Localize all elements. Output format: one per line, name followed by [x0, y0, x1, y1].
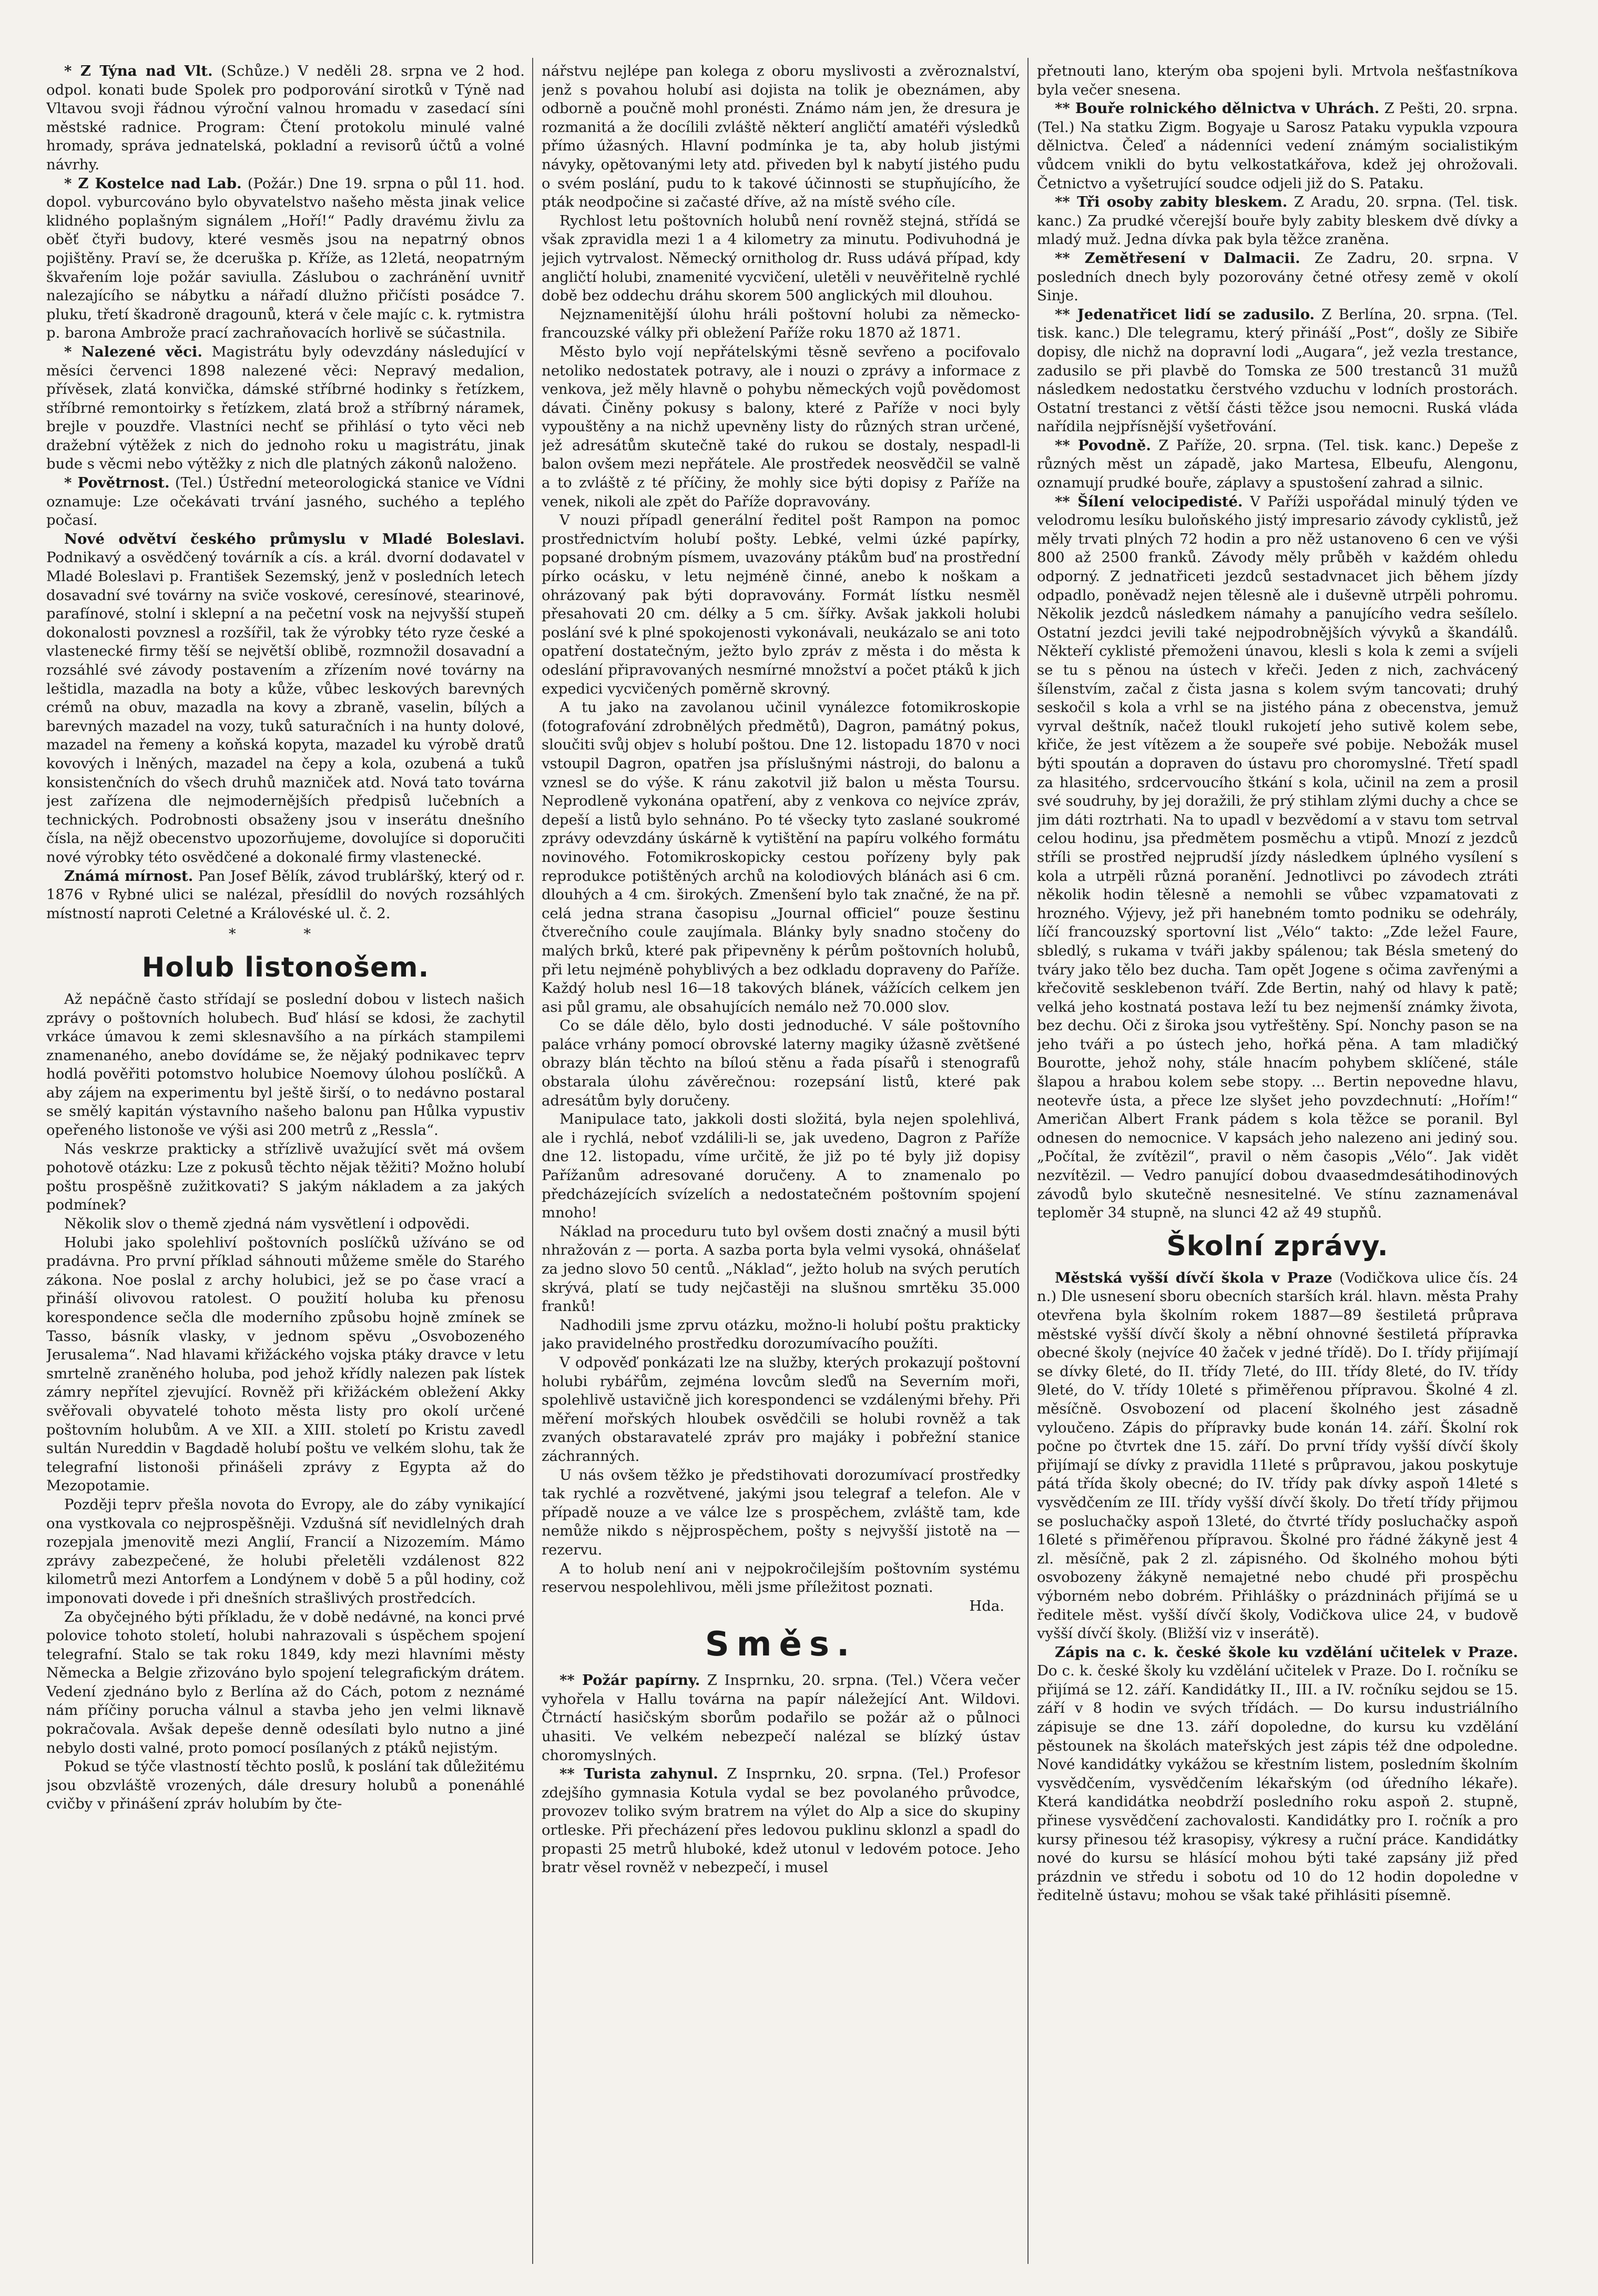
article-paragraph: nářstvu nejlépe pan kolega z oboru myslivosti a zvěroznalství, jenž s povahou holubí asi dojista na tolik je obeznámen, aby odborně a poučně mohl pronésti. Známo nám jen, že dresura je rozmanitá a že docílili zvláště některí angličtí amatéři výsledků přímo úžasných. Hlavní podmínka je ta, aby holub jistými návyky, opětovanými lety atd. přiveden byl k nabytí jistého pudu o svém poslání, pudu to k takové účinnosti se stupňujícího, že pták neodpočine si začasté dříve, až na místě svého cíle. [542, 63, 1020, 211]
column-middle [542, 62, 1020, 2260]
article-signature: Hda. [969, 1597, 1004, 1614]
article-paragraph: Holubi jako spolehliví poštovních poslíčků užíváno se od pradávna. Pro první příklad sáhnouti můžeme směle do Starého zákona. Noe poslal z archy holubici, jež se po čase vrací a přináší olivovou ratolest. O použití holuba ku přenosu korespondence sečla dle moderního způsobu hojně zmínek se Tasso, básník vlasky, v jednom spěvu „Osvobozeného Jerusalema“. Nad hlavami křižáckého vojska ptáky dravce v letu smrtelně zraněného holuba, pod jehož křídly nalezen pak lístek zámry nepřítel zjevující. Rovněž při křižáckém obležení Akky svěřovali obyvatelé tohoto města listy pro okolí určené poštovním holubům. A ve XII. a XIII. století po Kristu zavedl sultán Nureddin v Bagdadě holubí poštu ve velkém slohu, tak že telegrafní listonoši přinášeli zprávy z Egypta až do Mezopotamie. [46, 1234, 525, 1495]
news-item [46, 175, 525, 343]
news-item [46, 62, 525, 175]
news-heading: Nové odvětví českého průmyslu v Mladé Boleslavi. [64, 530, 525, 547]
news-body: (Vodičkova ulice čís. 24 n.) Dle usnesení sboru obecních starších král. hlavn. města Prahy otevřena byla školním rokem 1887—89 šestiletá průprava městské vyšší dívčí školy a něbní ohnovné šestiletá přípravka obecné školy (nejvíce 40 žaček v jedné třídě). Do I. třídy přijímají se dívky 6leté, do II. třídy 7leté, do III. třídy 8leté, do IV. třídy 9leté, do V. třídy 10leté s přiměřenou přípravou. Školné 4 zl. měsíčně. Osvobození od placení školného jest zásadně vyloučeno. Zápis do přípravky bude konán 14. září. Školní rok počne po čtvrtek dne 15. září. Do první třídy vyšší dívčí školy přijímají se dívky z pravidla 11leté s průpravou, jakou poskytuje pátá třída školy obecné; do IV. třídy pak dívky aspoň 14leté s vysvědčením ze III. třídy vyšší dívčí školy. Do třetí třídy přijmou se posluchačky aspoň 13leté, do čtvrté třídy posluchačky aspoň 16leté s přiměřenou přípravou. Školné pro řádné žákyně jest 4 zl. měsíčně, pak 2 zl. zápisného. Od školného mohou býti osvobozeny žákyně nemajetné nebo chudé při prospěchu výborném nebo dobrém. Přihlášky o prázdninách přijímá se u ředitele měst. vyšší dívčí školy, Vodičkova ulice 24, v budově vyšší dívčí školy. (Bližší viz v inserátě). [1037, 1269, 1518, 1642]
column-rule [532, 58, 533, 2264]
news-heading: ** Zemětřesení v Dalmacii. [1055, 249, 1300, 267]
news-item [1037, 193, 1518, 249]
article-paragraph: Nejznamenitější úlohu hráli poštovní holubi za německo-francouzské války při obležení Paříže roku 1870 až 1871. [542, 306, 1020, 342]
article-paragraph: Co se dále dělo, bylo dosti jednoduché. V sále poštovního paláce vrhány pomocí obrovské laterny magiky úžasně zvětšené obrazy blán těchto na bíloú stěnu a řada písařů i stenografů obstarala úlohu závěrečnou: rozepsání listů, které pak adresátům byly doručeny. [542, 1017, 1020, 1109]
news-body: (Schůze.) V neděli 28. srpna ve 2 hod. odpol. konati bude Spolek pro podporování sirotků v Týně nad Vltavou svoji řádnou výroční valnou hromadu v zasedací síni městské radnice. Program: Čtení protokolu minulé valné hromady, správa jednatelská, pokladní a revisorů účtů a volné návrhy. [46, 63, 525, 173]
news-body: Z Paříže, 20. srpna. (Tel. tisk. kanc.) Depeše z různých měst un západě, jako Martesa, Elbeufu, Alengonu, oznamují prudké bouře, záplavy a spustošení zahrad a silnic. [1037, 436, 1518, 492]
news-item [1037, 99, 1518, 193]
news-heading: * Povětrnost. [64, 474, 170, 492]
news-body: Pan Josef Bělík, závod trubláršký, který od r. 1876 v Rybné ulici se nalézal, přesídlil do nových rozsáhlých místností naproti Celetné a Královéské ul. č. 2. [46, 867, 525, 922]
news-body: Magistrátu byly odevzdány následující v měsíci červenci 1898 nalezené věci: Nepravý medalion, přívěsek, zlatá konvička, dámské stříbrné hodinky s řetízkem, stříbrné remontoirky s řetízkem, zlatá brož a stříbrný náramek, brejle v pouzdře. Vlastníci nechť se přihlásí o tyto věci neb dražební výtěžek z nich do jednoho roku u magistrátu, jinak bude s věcmi nebo výtěžky z nich dle platných zákonů naloženo. [46, 343, 525, 473]
column-left [46, 62, 525, 2260]
article-paragraph: A tu jako na zavolanou učinil vynálezce fotomikroskopie (fotografování zdrobnělých předmětů), Dagron, památný pokus, sloučiti svůj objev s holubí poštou. Dne 12. listopadu 1870 v noci vstoupil Dagron, opatřen jsa příslušnými nástroji, do balonu a vznesl se do výše. K ránu zakotvil již balon u města Toursu. Neprodleně vykonána opatření, aby z venkova co nejvíce zpráv, depeší a listů bylo sehnáno. Po té všecky tyto zaslané soukromé zprávy odevzdány úskárně k vytištění na papíru volkého formátu novinového. Fotomikroskopicky cestou pořízeny byly pak reprodukce potištěných archů na kolodiových blánách asi 6 cm. dlouhých a 4 cm. širokých. Zmenšení bylo tak značné, že na př. celá jedna strana časopisu „Journal officiel“ pouze šestinu čtverečního coule zaujímala. Blánky byly snadno stočeny do malých brků, které pak připevněny k pérům poštovních holubů, při letu nejméně pohyblivých a bez odkladu dopraveny do Paříže. Každý holub nesl 16—18 takových blánek, vážících celkem jen asi půl gramu, ale obsahujících nemálo než 70.000 slov. [542, 699, 1020, 1015]
news-heading: * Nalezené věci. [64, 343, 202, 360]
news-heading: ** Tři osoby zabity bleskem. [1055, 194, 1288, 211]
news-item [1037, 1643, 1518, 1905]
section-separator: * * [228, 926, 343, 943]
news-body: Z Aradu, 20. srpna. (Tel. tisk. kanc.) Za prudké včerejší bouře byly zabity bleskem dvě dívky a mladý muž. Jedna dívka pak byla těžce zraněna. [1037, 194, 1518, 248]
article-paragraph: Později teprv přešla novota do Evropy, ale do záby vynikající ona vystkovala co nejprospěšněji. Vzdušná síť nevidlelných drah rozepjala jmenovitě mezi Anglií, Francií a Nizozemím. Mámo zprávy zabezpečené, že holubi přeletěli vzdálenost 822 kilometrů mezi Antorfem a Londýnem v době 5 a půl hodiny, což imponovati dovede i při dnešních strašlivých prostředcích. [46, 1496, 525, 1607]
section-title-school: Školní zprávy. [1166, 1230, 1389, 1262]
news-body: Ze Zadru, 20. srpna. V posledních dnech byly pozorovány četné otřesy země v okolí Sinje. [1037, 249, 1518, 304]
article-paragraph: V nouzi případl generální ředitel pošt Rampon na pomoc prostřednictvím holubí pošty. Lebké, velmi úzké papírky, popsané drobným písmem, uvazovány ptákům buď na prostřední pírko ocásku, v letu nejméně činné, anebo k noškam a ohrázovaný pak býti dopravovány. Formát lístku nesměl přesahovati 20 cm. délky a 5 cm. šířky. Avšak jakkoli holubi poslání své k plné spokojenosti vykonávali, neukázalo se ani toto opatření dostatečným, ježto bylo zpráv z města i do města k odeslání připravovaných nesmírné množství a počet ptáků k jich expedici vycvičených poměrně skrovný. [542, 512, 1020, 697]
news-heading: * Z Kostelce nad Lab. [64, 175, 242, 192]
article-paragraph: Rychlost letu poštovních holubů není rovněž stejná, střídá se však zpravidla mezi 1 a 4 kilometry za minutu. Podivuhodná je jejich vytrvalost. Německý ornitholog dr. Russ udává případ, kdy angličtí holubi, znamenité vycvičení, uletěli v neuvěřitelně rychlé době bez oddechu dráhu skorem 500 anglických mil dlouhou. [542, 212, 1020, 304]
article-paragraph: Nás veskrze prakticky a střízlivě uvažující svět má ovšem pohotově otázku: Lze z pokusů těchto nějak těžiti? Možno holubí poštu prospěšně zužitkovati? S jakým nákladem a za jakých podmínek? [46, 1140, 525, 1214]
news-heading: * Z Týna nad Vlt. [64, 63, 213, 79]
news-body: Z Insprnku, 20. srpna. (Tel.) Profesor zdejšího gymnasia Kotula vydal se bez povolaného průvodce, provozev toliko svým bratrem na výlet do Alp a sice do skupiny ortleske. Při přecházení přes ledovou puklinu sklonzl a spadl do propasti 25 metrů hluboké, kdež utonul v ledovém potoce. Jeho bratr věsel rovněž v nebezpečí, i musel [542, 1765, 1020, 1876]
news-item [542, 1765, 1020, 1877]
article-holub-part1 [46, 990, 525, 1814]
news-heading: ** Požár papírny. [559, 1672, 700, 1689]
article-paragraph: Náklad na proceduru tuto byl ovšem dosti značný a musil býti nhražován z — porta. A sazba porta byla velmi vysoká, ohnášelať za jedno slovo 50 centů. „Náklad“, ježto holub na svých perutích skrývá, platí se tudy nejčastěji na slušnou smrtěku 35.000 franků! [542, 1223, 1020, 1315]
news-body: přetnouti lano, kterým oba spojeni byli. Mrtvola nešťastníkova byla večer snesena. [1037, 63, 1518, 98]
article-paragraph: U nás ovšem těžko je předstihovati dorozumívací prostředky tak rychlé a rozvětvené, jakými jsou telegraf a telefon. Ale v případě nouze a ve válce lze s prospěchem, zvláště tam, kde nemůže nikdo s nějprospěchem, pošty s nejvyšší jistotě na — rezervu. [542, 1466, 1020, 1558]
column-right [1037, 62, 1518, 2260]
news-body: Do c. k. české školy ku vzdělání učitelek v Praze. Do I. ročníku se přijímá se 12. září. Kandidátky II., III. a IV. ročníku sejdou se 15. září v 8 hodin ve svých třídách. — Do kursu industriálního zápisuje se dne 13. září dopoledne, do kursu ku vzdělání pěstounek na školách mateřských jest zápis též dne odpoledne. Nové kandidátky vykážou se křestním listem, posledním školním vysvědčením, vysvědčením lékařským (od úředního lékaře). Která kandidátka neobdrží posledního roku aspoň 2. stupně, přinese vysvědčení zachovalosti. Kandidátky pro I. ročník a pro kursy přinesou též krasopisy, výkresy a ruční práce. Kandidátky nové do kursu se hlásící mohou býti také zapsány již před prázdnin ve středu i sobotu od 10 do 12 hodin dopoledne v ředitelně ústavu; mohou se však také přihlásiti písemně. [1037, 1662, 1518, 1904]
news-item [1037, 306, 1518, 436]
article-paragraph: Nadhodili jsme zprvu otázku, možno-li holubí poštu prakticky jako pravidelného prostředku dorozumívacího použíti. [542, 1316, 1020, 1353]
news-heading: Známá mírnost. [64, 867, 194, 885]
news-body: Z Insprnku, 20. srpna. (Tel.) Včera večer vyhořela v Hallu továrna na papír náležející Ant. Wildovi. Čtrnáctí hasičským sborům podařilo se požár až o půlnoci uhasiti. Ve velkém nebezpečí nalézal se blízký ústav choromyslných. [542, 1672, 1020, 1764]
news-item [1037, 493, 1518, 1223]
article-paragraph: Pokud se týče vlastností těchto poslů, k poslání tak důležitému jsou obzvláště vrozených, dále dresury holubů a ponenáhlé cvičby v přinášení zpráv holubím by čte- [46, 1758, 525, 1813]
article-holub-part2 [542, 62, 1020, 1597]
news-heading: ** Turista zahynul. [559, 1765, 718, 1783]
article-paragraph: V odpověď ponkázati lze na služby, kterých prokazují poštovní holubi rybářům, zejména lovcům sleďů na Severním moři, spolehlivě ustavičně jich korespondenci se vzdálenými břehy. Při měření mořských hloubek osvědčili se holubi rovněž a tak zvaných obstaravatelé zpráv pro majáky i pobřežní stanice záchranných. [542, 1354, 1020, 1465]
news-heading: ** Povodně. [1055, 436, 1151, 454]
news-item [1037, 436, 1518, 493]
news-heading: ** Šílení velocipedisté. [1055, 493, 1243, 510]
news-item [542, 1671, 1020, 1765]
article-title-holub: Holub listonošem. [141, 951, 430, 983]
news-body: V Paříži uspořádal minulý týden ve velodromu lesíku buloňského jistý impresario závody cyklistů, jež měly trvati plných 72 hodin a pro něž ustanoveno 6 cen ve výši 800 až 2500 franků. Závody měly průběh v každém ohledu odporný. Z jednatřiceti jezdců sestadvnacet jich během jízdy odpadlo, poněvadž nejen tělesně ale i duševně utrpěli pohromu. Několik jezdců následkem námahy a panujícího vedra sešílelo. Ostatní jezdci jevili také nejpodrobnějších vývyků a škandálů. Někteří cyklisté přemoženi únavou, klesli s kola k zemi a svíjeli se tu s pěnou na ústech v křeči. Jeden z nich, zachvácený šílenstvím, začal z čista jasna s kolem svým tancovati; druhý seskočil s kola a vrhl se na jistého pána z obecenstva, jemuž vyrval deštník, načež tloukl rukojetí jeho sutivě kolem sebe, křiče, že jest vítězem a že soupeře své pobije. Nebožák musel býti spoután a dopraven do ústavu pro choromyslné. Třetí spadl za hlasitého, srdcervoucího štkání s kola, učinil na zem a prosil své soudruhy, by jej doražili, že prý stihlam zlými duchy a chce se jim dáti roztrhati. Na to upadl v bezvědomí a v stavu tom setrval celou hodinu, jsa předmětem posměchu a vtipů. Mnozí z jezdců stříli se prostřed nejprudší jízdy následkem úplného vysílení s kola a utrpěli různá poranění. Jednotlivci po závodech ztráti několik hodin tělesně a nemohli se vůbec vzpamatovati z hrozného. Výjevy, jež při hanebném tomto podniku se odehrály, líčí francouzský sportovní list „Vélo“ takto: „Zde ležel Faure, sbledlý, s rukama v tváři jakby spálenou; tak Bésla smetený do tváry jako tělo bez ducha. Tam opět Jogene s očima zavřenými a křečovitě sesklebenon tváří. Zde Bertin, nahý od hlavy k patě; velká jeho kostnatá postava leží tu bez nejmenší známky života, bez dechu. Oči z široka jsou vytřeštěny. Spí. Nonchy pason se na jeho tváři a po ústech jeho, hořká pěna. A tam mladičký Bourotte, jehož nohy, stále hnacím pohybem sklíčené, stále šlapou a hrabou kolem sebe stopy. ... Bertin nepovedne hlavu, neotevře ústa, a přece lze slyšet jeho povzdechnutí: „Hořím!“ Američan Albert Frank pádem s kola těžce se poranil. Byl odnesen do nemocnice. V kapsách jeho nalezeno ani jediný sou. „Počítal, že zvítězil“, pravil o něm časopis „Vélo“. Jak vidět nezvítězil. — Vedro panující dobou dvaasedmdesátihodinových závodů bylo skutečně nesnesitelné. Ve stínu zaznamenával teploměr 34 stupně, na slunci 42 až 49 stupňů. [1037, 493, 1518, 1222]
article-paragraph: Až nepáčně často střídají se poslední dobou v listech našich zprávy o poštovních holubech. Buď hlásí se kdosi, že zachytil vrkáce úmavou k zemi sklesnavšího a na pírkách stampilemi znamenaného, anebo dovídáme se, že nějaký podnikavec teprv hodlá pověřiti potomstvo holubice Noemovy úlohou poslíčků. A aby zájem na experimentu byl ještě širší, o to nedávno postaral se smělý kapitán výstavního našeho balonu pan Hůlka vypustiv opeřeného listonoše ve výši asi 200 metrů z „Ressla“. [46, 990, 525, 1139]
news-heading: Zápis na c. k. české škole ku vzdělání učitelek v Praze. [1055, 1643, 1518, 1661]
news-item [46, 867, 525, 923]
news-body: Podnikavý a osvědčený továrník a cís. a král. dvorní dodavatel v Mladé Boleslavi p. František Sezemský, jenž v posledních letech dosavadní své továrny na sviče voskové, ceresínové, stearinové, parafínové, stolní i sklepní a na pečetní vosk na nejvyšší stupeň dokonalosti povznesl a rozšířil, tak že výrobky této ryze české a vlastenecké firmy těší se největší oblibě, rozmnožil dosavadní a rozsáhlé své závody postavením a zřízením nové továrny na leštidla, mazadla na boty a kůže, vůbec leskových barevných crémů na obuv, mazadla na kovy a zbraně, vaselin, bílých a barevných mazadel na vozy, tuků saturačních i na hunty dolové, mazadel na řemeny a koňská kopyta, mazadel ku výrobě dratů kovových i lněných, mazadel na čepy a kola, ozubená a tuků konsistenčních do všech druhů mazniček atd. Nová tato továrna jest zařízena dle nejmodernějších předpisů lučebních a technických. Podrobnosti obsaženy jsou v inserátu dnešního čísla, na nějž obecenstvo upozorňujeme, dovolujíce si doporučiti nové výrobky této osvědčené a dokonalé firmy vlastenecké. [46, 549, 525, 866]
news-body: (Požár.) Dne 19. srpna o půl 11. hod. dopol. vyburcováno bylo obyvatelstvo našeho města jinak velice klidného poplašným signálem „Hoří!“ Padly dravému živlu za oběť čtyři budovy, které vesměs jsou na nepatrný obnos pojištěny. Praví se, že dceruška p. Kříže, as 12letá, neopatrným škvařením loje požár saviulla. Záslubou o zachránění uvnitř nalezajícího se nábytku a nářadí dlužno přičísti posádce 7. pluku, třetí škadroně dragounů, která v čele majíc c. k. rytmistra p. barona Ambrože prací zachraňovacích horlivě se súčastnila. [46, 175, 525, 342]
miscellany-news [542, 1671, 1020, 1877]
news-body: (Tel.) Ústřední meteorologická stanice ve Vídni oznamuje: Lze očekávati trvání jasného, suchého a teplého počasí. [46, 474, 525, 529]
news-heading: ** Bouře rolnického dělnictva v Uhrách. [1055, 100, 1380, 117]
news-heading: ** Jedenatřicet lidí se zadusilo. [1055, 306, 1315, 323]
telegraph-news [1037, 62, 1518, 1223]
news-item [46, 530, 525, 867]
news-body: Z Berlína, 20. srpna. (Tel. tisk. kanc.) Dle telegramu, který přináší „Post“, došly ze Sibiře dopisy, dle nichž na dopravní lodi „Augara“, jež vezla trestance, zadusilo se při plavbě do Tomska ze 500 trestanců 31 mužů následkem nedostatku čerstvého vzduchu v lodních prostorách. Ostatní trestanci z větší části těžce jsou nemocni. Ruská vláda nařídila nejpřísnější vyšetřování. [1037, 306, 1518, 435]
article-paragraph: Za obyčejného býti příkladu, že v době nedávné, na konci prvé polovice tohoto století, holubi nahrazovali s úspěchem spojení telegrafní. Stalo se tak roku 1849, kdy mezi hlavními městy Německa a Belgie zřizováno bylo spojení telegrafickým drátem. Vedení zjednáno bylo z Berlína až do Cách, potom z neznámé nám příčiny porucha válnul a stavba jeho jen velmi liknavě pokračovala. Avšak depeše denně odesílati bylo nutno a jiné nebylo dosti valné, proto pomocí posílaných z ptáků nejistým. [46, 1608, 525, 1756]
article-paragraph: Město bylo vojí nepřátelskými těsně sevřeno a pocifovalo netoliko nedostatek potravy, ale i nouzi o zprávy a informace z venkova, jež měly hlavně o pohybu německých vojů povědomost dávati. Činěny pokusy s balony, které z Paříže v noci byly vypouštěny a na nichž upevněny listy do různých stran určené, jež adresátům skutečně také do rukou se dostaly, nespadl-li balon ovšem mezi nepřátele. Ale prostředek neosvědčil se valně a to zvláště z té příčiny, že mohly sice býti dopisy z Paříže na venek, nikoli ale zpět do Paříže dopravovány. [542, 343, 1020, 510]
news-item [1037, 62, 1518, 99]
article-paragraph: Několik slov o themě zjedná nám vysvětlení i odpovědi. [64, 1215, 470, 1233]
news-item [46, 343, 525, 474]
article-paragraph: Manipulace tato, jakkoli dosti složitá, byla nejen spolehlivá, ale i rychlá, neboť vzdálili-li se, jak uvedeno, Dagron z Paříže dne 12. listopadu, víme určitě, že již po té byly již dopisy Pařížanům adresované doručeny. A to znamenalo po předcházejících svízelích a nedostatečném poštovním spojení mnoho! [542, 1111, 1020, 1222]
news-item [46, 474, 525, 530]
news-heading: Městská vyšší dívčí škola v Praze [1055, 1269, 1332, 1286]
news-item [1037, 1269, 1518, 1643]
article-paragraph: A to holub není ani v nejpokročilejším poštovním systému reservou nespolehlivou, měli jsme příležitost poznati. [542, 1560, 1020, 1596]
section-title-smes: Směs. [705, 1625, 857, 1664]
school-news [1037, 1269, 1518, 1905]
column-rule [1027, 58, 1029, 2264]
news-item [1037, 249, 1518, 306]
news-body: Z Pešti, 20. srpna. (Tel.) Na statku Zigm. Bogyaje u Sarosz Pataku vypukla vzpoura dělnictva. Čeleď a nádenníci vedení známým socialistikým vůdcem vnikli do bytu velkostatkářova, kdež jej ohrožovali. Četnictvo a vyšetrující soudce odjeli již do S. Pataku. [1037, 100, 1518, 192]
local-news [46, 62, 525, 923]
